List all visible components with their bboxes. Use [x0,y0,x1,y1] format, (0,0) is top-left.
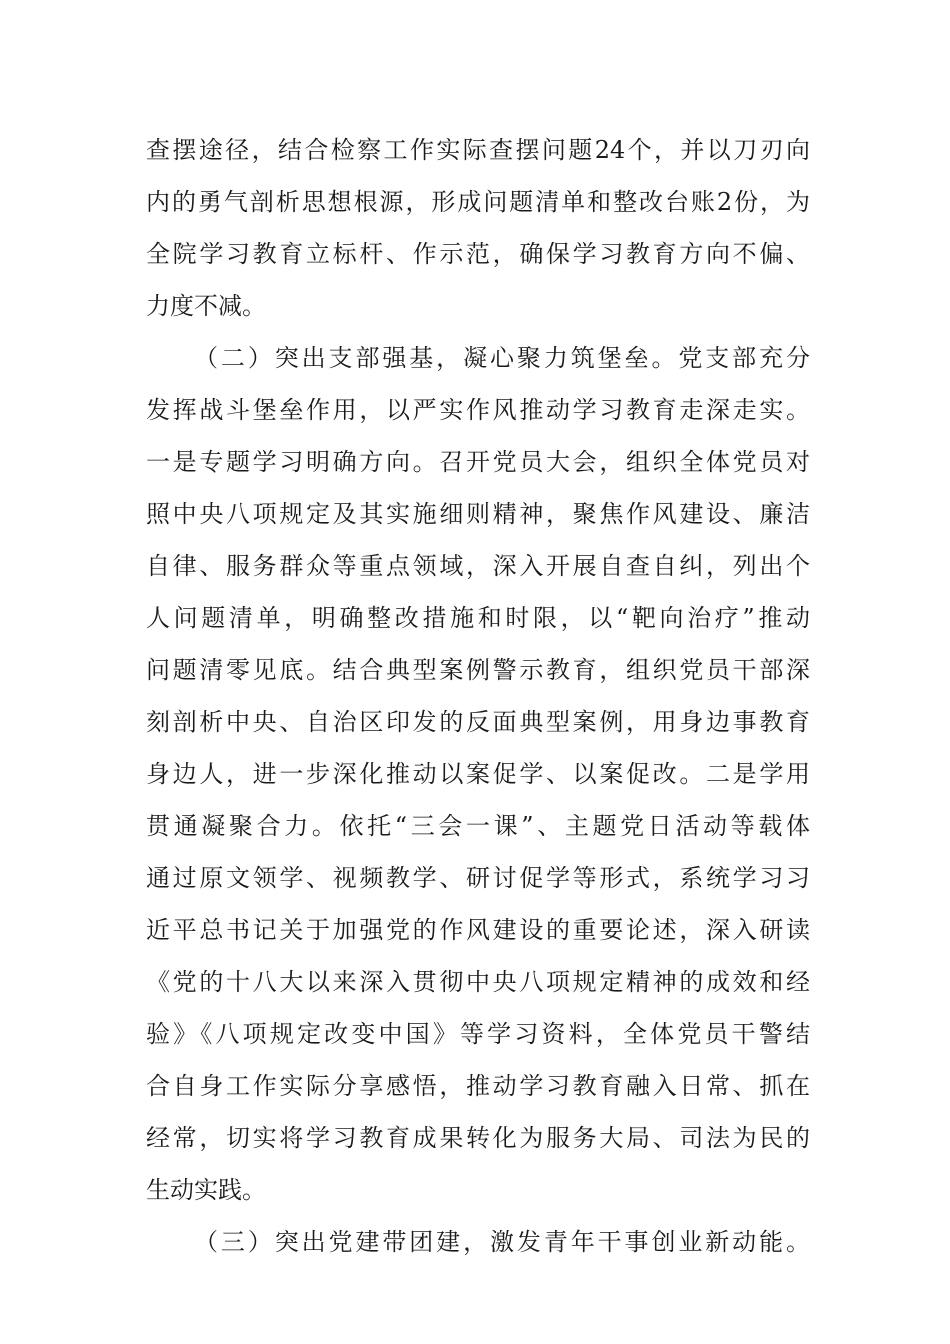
text-line: 发挥战斗堡垒作用，以严实作风推动学习教育走深走实。 [146,396,810,424]
text-line: 一是专题学习明确方向。召开党员大会，组织全体党员对 [146,448,810,476]
text-line: 查摆途径，结合检察工作实际查摆问题24个，并以刀刃向 [146,136,810,164]
text-line: 人问题清单，明确整改措施和时限，以“靶向治疗”推动 [146,604,810,632]
text-line: 力度不减。 [146,292,266,320]
text-line: 通过原文领学、视频教学、研讨促学等形式，系统学习习 [146,864,810,892]
text-line: 验》《八项规定改变中国》等学习资料，全体党员干警结 [146,1020,810,1048]
text-line: 《党的十八大以来深入贯彻中央八项规定精神的成效和经 [146,968,810,996]
text-line: 刻剖析中央、自治区印发的反面典型案例，用身边事教育 [146,708,810,736]
text-line: 内的勇气剖析思想根源，形成问题清单和整改台账2份，为 [146,188,810,216]
text-line: 近平总书记关于加强党的作风建设的重要论述，深入研读 [146,916,810,944]
text-line: 照中央八项规定及其实施细则精神，聚焦作风建设、廉洁 [146,500,810,528]
text-line: 贯通凝聚合力。依托“三会一课”、主题党日活动等载体 [146,812,810,840]
section-heading-line: （二）突出支部强基，凝心聚力筑堡垒。党支部充分 [194,344,810,372]
text-line: 合自身工作实际分享感悟，推动学习教育融入日常、抓在 [146,1072,810,1100]
text-line: 生动实践。 [146,1176,266,1204]
text-line: 身边人，进一步深化推动以案促学、以案促改。二是学用 [146,760,810,788]
text-line: 问题清零见底。结合典型案例警示教育，组织党员干部深 [146,656,810,684]
text-line: 全院学习教育立标杆、作示范，确保学习教育方向不偏、 [146,240,810,268]
text-line: 经常，切实将学习教育成果转化为服务大局、司法为民的 [146,1124,810,1152]
text-line: 自律、服务群众等重点领域，深入开展自查自纠，列出个 [146,552,810,580]
section-heading-line: （三）突出党建带团建，激发青年干事创业新动能。 [194,1228,810,1256]
